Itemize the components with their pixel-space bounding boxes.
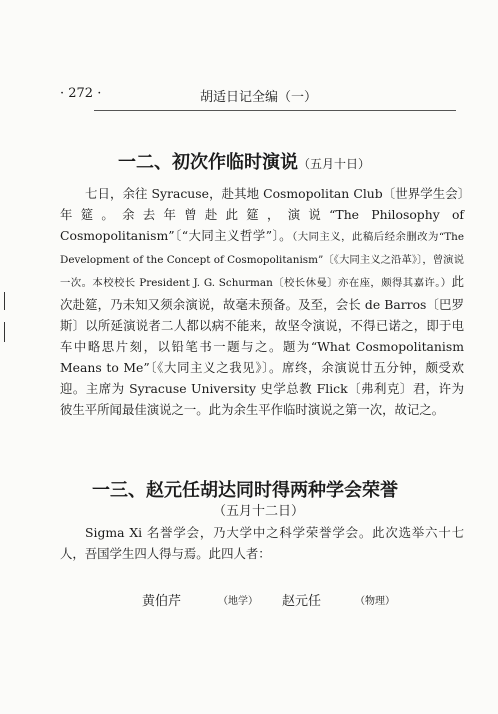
section-date: （五月十日） [298, 157, 371, 171]
binding-mark [4, 322, 5, 342]
member-field: （物理） [355, 596, 395, 607]
paragraph-note: （大同主义，此稿后经余删改为“The Development of the Concept of Cosmopolitanism”〔《大同主义之沿革》〕，曾演说一次。本校校长 President J. G. Schurman〔校长休曼〕亦在座，颇得其嘉许。） [60, 231, 464, 289]
member-field: （地学） [218, 596, 258, 607]
section-title: 一三、赵元任胡达同时得两种学会荣誉 [92, 480, 398, 501]
section-heading [118, 148, 370, 174]
member-name: 黄伯芹 [142, 594, 182, 609]
body-paragraph [60, 183, 464, 420]
paragraph-text: 此次赴筵，乃未知又须余演说，故毫未预备。及至，会长 de Barros〔巴罗斯〕以所延演说者二人都以病不能来，故坚令演说，不得已诺之，即于电车中略思片刻，以铅笔书一题与之。题为“What Cosmopolitanism Means to Me”〔《大同主义之我见》〕。席终，余演说廿五分钟，颇受欢迎。主席为 Syracuse University 史学总教 Flick〔弗利克〕君，许为彼生平所闻最佳演说之一。此为余生平作临时演说之第一次，故记之。 [60, 274, 464, 417]
book-title: 胡适日记全编（一） [200, 90, 318, 105]
paragraph-text: 七日，余往 Syracuse，赴其地 Cosmopolitan Club〔世界学生会〕年筵。余去年曾赴此筵，演说“The Philosophy of Cosmopolitanism”〔“大同主义哲学”〕。 [60, 186, 464, 243]
section-heading [92, 476, 398, 502]
header-rule [94, 110, 456, 111]
running-header [60, 86, 462, 108]
section-date: （五月十二日） [213, 504, 305, 519]
section-title: 一二、初次作临时演说 [118, 152, 298, 173]
binding-mark [4, 292, 5, 310]
page-number: · 272 · [60, 86, 102, 101]
body-paragraph: Sigma Xi 名誉学会，乃大学中之科学荣誉学会。此次选举六十七人，吾国学生四人得与焉。此四人者： [60, 525, 464, 561]
member-name: 赵元任 [282, 594, 322, 609]
